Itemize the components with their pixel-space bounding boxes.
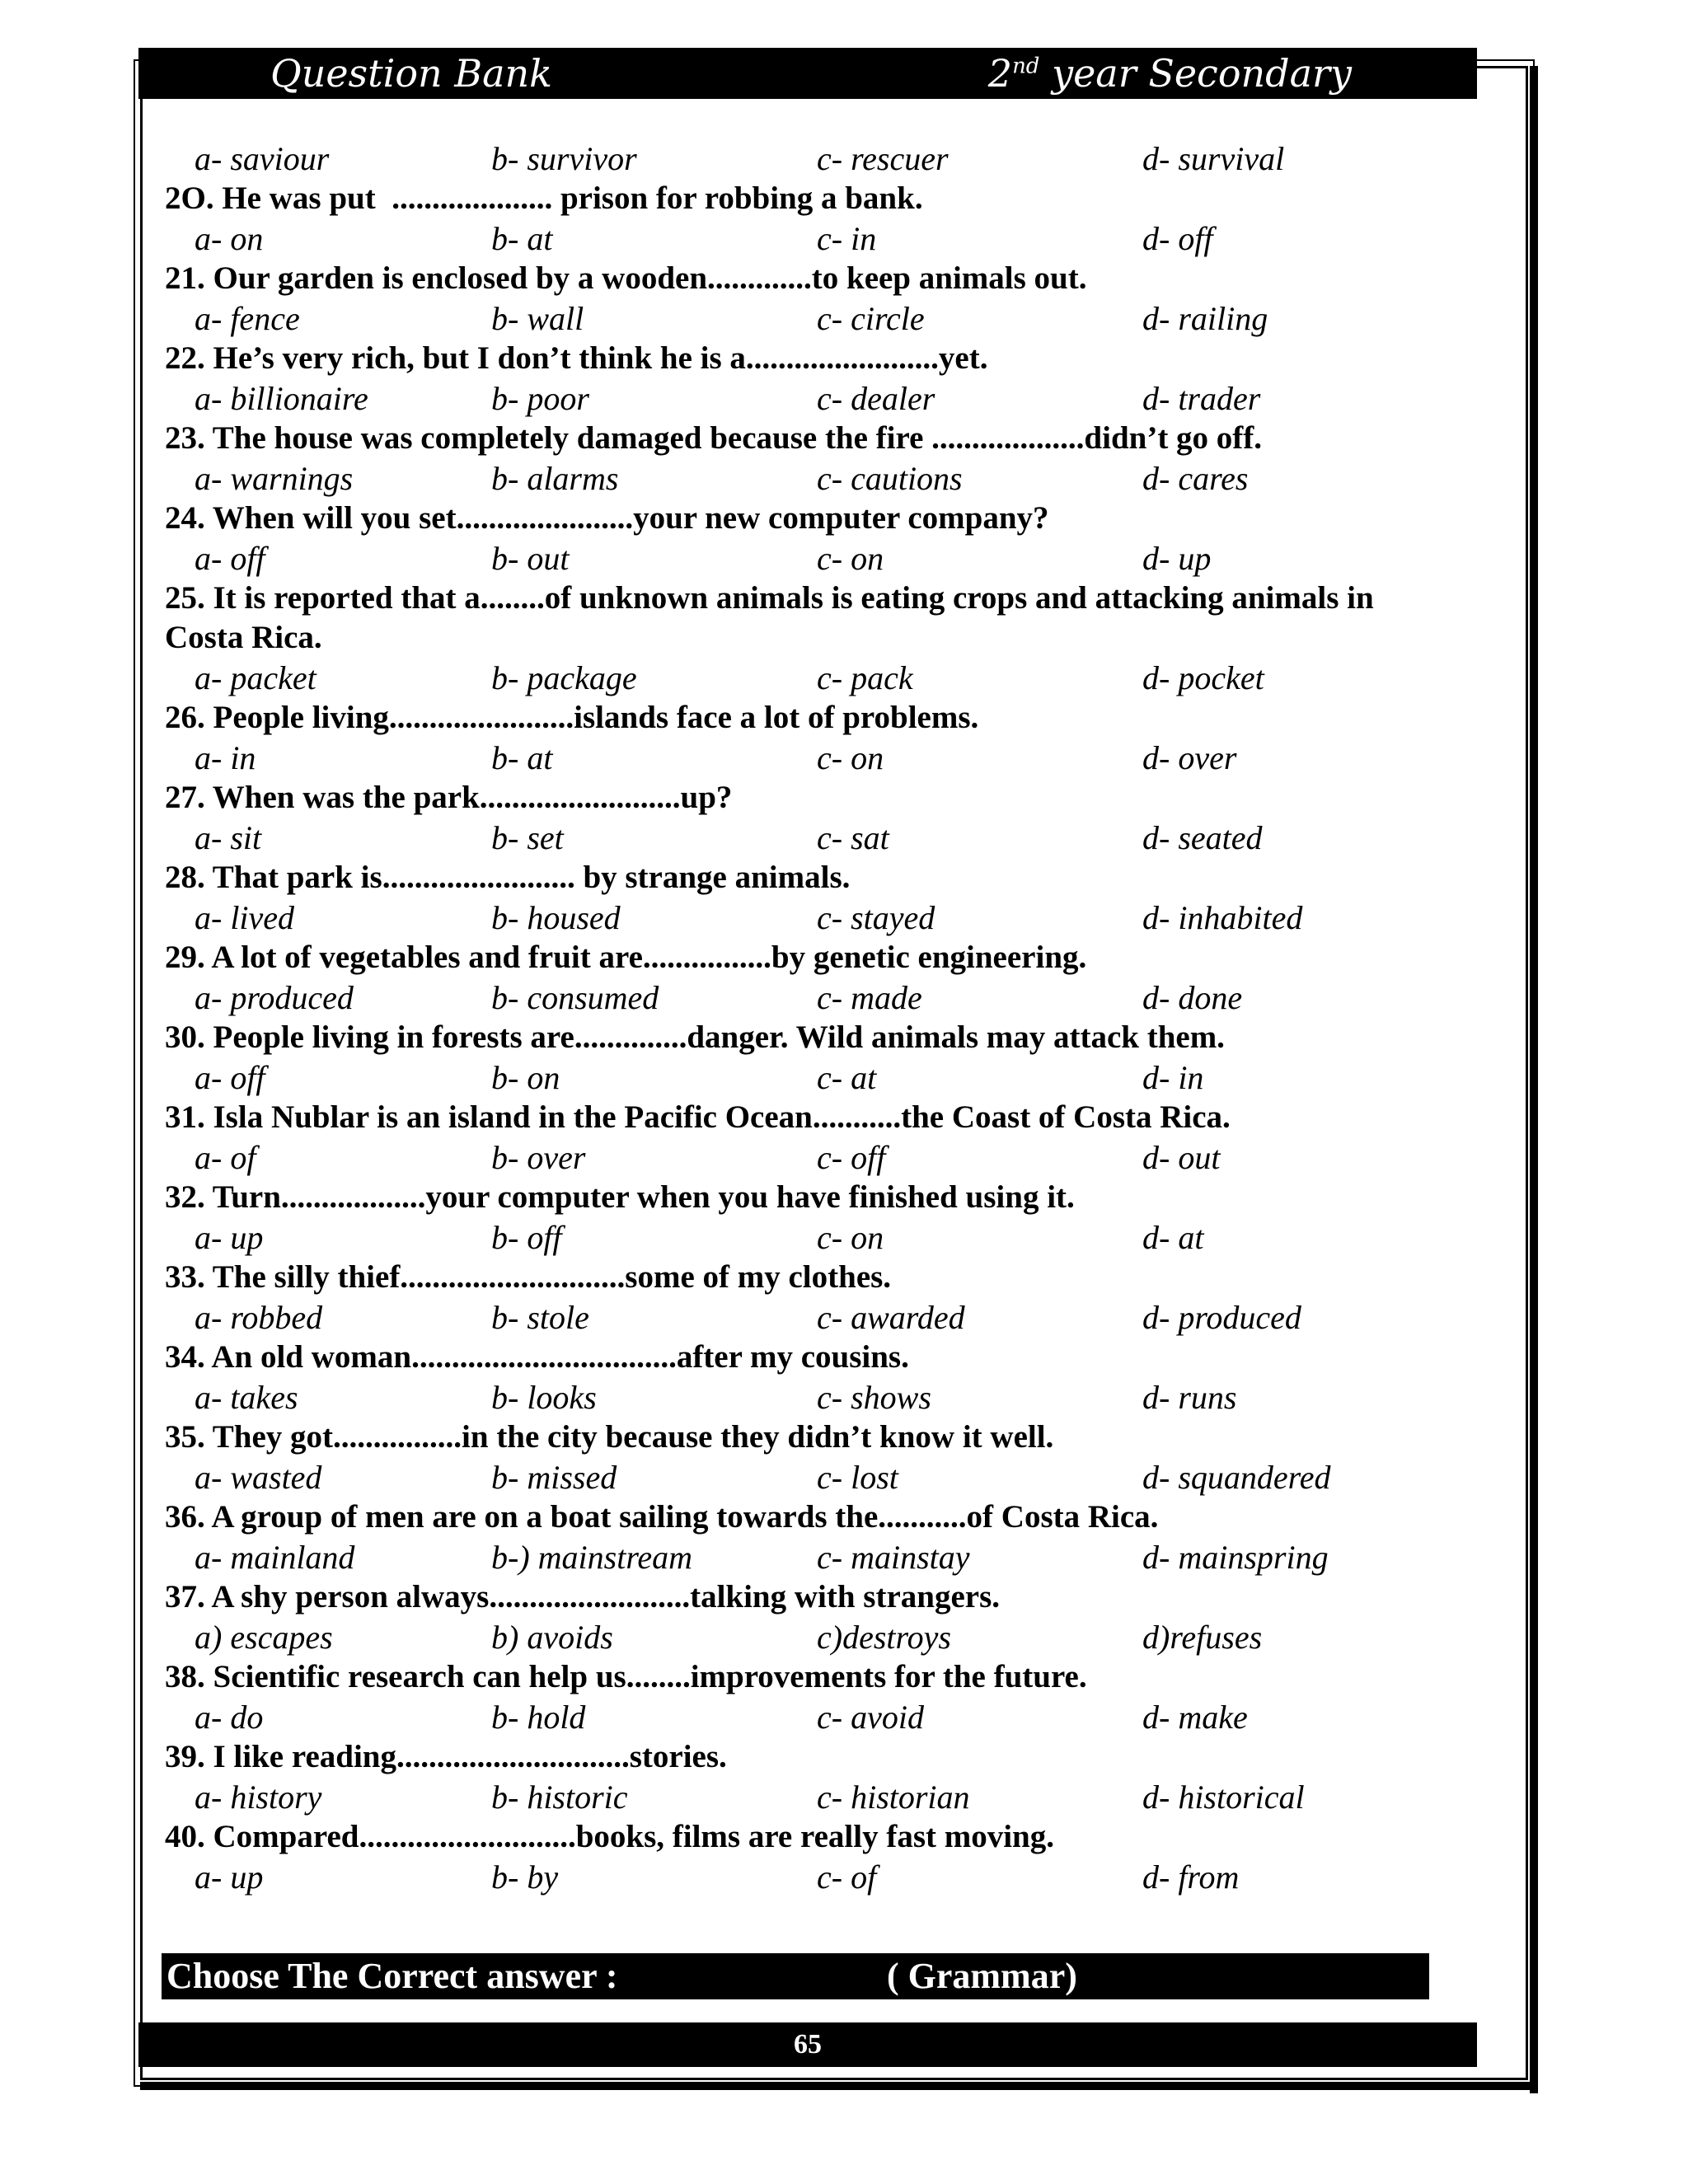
answer-option: a- sit <box>195 819 262 856</box>
question-item <box>162 1018 1447 1098</box>
answer-option: a- off <box>195 540 265 577</box>
answer-option: d- from <box>1142 1858 1240 1896</box>
header-grade-label: year Secondary <box>1039 51 1352 96</box>
question-item <box>162 1098 1447 1178</box>
answer-option: d- seated <box>1142 819 1263 856</box>
question-item <box>162 1737 1447 1817</box>
question-item <box>162 1497 1447 1577</box>
answer-option: d- pocket <box>1142 659 1264 696</box>
answer-option: d- runs <box>1142 1379 1237 1416</box>
answer-option: c- on <box>817 739 884 776</box>
answer-option: a- up <box>195 1858 264 1896</box>
answer-option: c- rescuer <box>817 140 949 177</box>
answer-option: b- at <box>491 739 553 776</box>
question-text: 37. A shy person always.........................talking with strangers. <box>165 1579 1001 1615</box>
answer-option: b- missed <box>491 1459 617 1496</box>
header-grade-number: 2 <box>987 51 1013 96</box>
question-text: 38. Scientific research can help us........improvements for the future. <box>165 1659 1087 1694</box>
answer-option: b- by <box>491 1858 559 1896</box>
question-item <box>162 1178 1447 1258</box>
question-list <box>162 138 1447 1897</box>
answer-option: c- circle <box>817 300 925 337</box>
question-text: 39. I like reading.............................stories. <box>165 1739 727 1774</box>
answer-option: b- consumed <box>491 979 659 1016</box>
question-item <box>162 419 1447 499</box>
question-text: 32. Turn..................your computer when you have finished using it. <box>165 1179 1075 1215</box>
options-row <box>162 1697 1447 1737</box>
answer-option: b- historic <box>491 1779 628 1816</box>
options-row <box>162 1217 1447 1258</box>
answer-option: b- looks <box>491 1379 597 1416</box>
options-row <box>162 1297 1447 1338</box>
answer-option: c- sat <box>817 819 889 856</box>
answer-option: a- history <box>195 1779 322 1816</box>
question-item <box>162 579 1447 698</box>
answer-option: a- packet <box>195 659 316 696</box>
options-row <box>162 378 1447 419</box>
answer-option: c- pack <box>817 659 913 696</box>
options-row <box>162 1857 1447 1897</box>
answer-option: b- out <box>491 540 570 577</box>
answer-option: c- of <box>817 1858 877 1896</box>
question-text: 29. A lot of vegetables and fruit are................by genetic engineering. <box>165 940 1087 975</box>
answer-option: c- stayed <box>817 899 935 936</box>
answer-option: b- hold <box>491 1699 586 1736</box>
section-heading-bar <box>162 1953 1429 1999</box>
answer-option: d- done <box>1142 979 1243 1016</box>
answer-option: b- alarms <box>491 460 619 497</box>
question-item <box>162 1258 1447 1338</box>
question-item <box>162 778 1447 858</box>
answer-option: d- make <box>1142 1699 1248 1736</box>
question-text: 25. It is reported that a........of unknown animals is eating crops and attacking animals in Costa Rica. <box>165 580 1382 655</box>
question-text: 36. A group of men are on a boat sailing towards the...........of Costa Rica. <box>165 1499 1159 1535</box>
answer-option: c- mainstay <box>817 1539 970 1576</box>
answer-option: b- set <box>491 819 564 856</box>
answer-option: d- squandered <box>1142 1459 1331 1496</box>
question-item <box>162 1418 1447 1497</box>
answer-option: d- off <box>1142 220 1213 257</box>
answer-option: a- in <box>195 739 256 776</box>
answer-option: c- awarded <box>817 1299 965 1336</box>
question-item <box>162 1657 1447 1737</box>
question-item <box>162 259 1447 339</box>
question-item <box>162 179 1447 259</box>
header-grade <box>988 51 1352 96</box>
answer-option: d- in <box>1142 1059 1204 1096</box>
answer-option: b- housed <box>491 899 621 936</box>
question-item <box>162 938 1447 1018</box>
answer-option: a- saviour <box>195 140 330 177</box>
options-row <box>162 977 1447 1018</box>
question-text: 21. Our garden is enclosed by a wooden.............to keep animals out. <box>165 260 1087 296</box>
options-row <box>162 1057 1447 1098</box>
question-text: 31. Isla Nublar is an island in the Pacific Ocean...........the Coast of Costa Rica. <box>165 1099 1231 1135</box>
question-item <box>162 339 1447 419</box>
footer-bar <box>138 2022 1477 2067</box>
answer-option: a- up <box>195 1219 264 1256</box>
answer-option: a- warnings <box>195 460 354 497</box>
question-item <box>162 698 1447 778</box>
answer-option: a- off <box>195 1059 265 1096</box>
question-text: 40. Compared...........................books, films are really fast moving. <box>165 1819 1054 1854</box>
options-row <box>162 298 1447 339</box>
answer-option: d- over <box>1142 739 1237 776</box>
answer-option: a- do <box>195 1699 264 1736</box>
answer-option: a- robbed <box>195 1299 323 1336</box>
answer-option: d- mainspring <box>1142 1539 1329 1576</box>
answer-option: d- out <box>1142 1139 1221 1176</box>
answer-option: c- cautions <box>817 460 963 497</box>
header-grade-suffix: nd <box>1012 54 1040 79</box>
answer-option: b-) mainstream <box>491 1539 693 1576</box>
answer-option: b- stole <box>491 1299 589 1336</box>
answer-option: d- cares <box>1142 460 1249 497</box>
answer-option: c- in <box>817 220 877 257</box>
question-item <box>162 858 1447 938</box>
question-text: 28. That park is........................ by strange animals. <box>165 860 851 895</box>
options-row <box>162 1777 1447 1817</box>
answer-option: a- on <box>195 220 264 257</box>
answer-option: c- historian <box>817 1779 970 1816</box>
header-bar <box>138 48 1477 99</box>
answer-option: c- on <box>817 540 884 577</box>
page-frame-shadow-bottom <box>140 2082 1538 2090</box>
answer-option: c- made <box>817 979 922 1016</box>
answer-option: b- survivor <box>491 140 637 177</box>
question-text: 34. An old woman.................................after my cousins. <box>165 1339 909 1375</box>
question-item <box>162 1577 1447 1657</box>
answer-option: c- at <box>817 1059 877 1096</box>
options-row <box>162 538 1447 579</box>
answer-option: d- survival <box>1142 140 1285 177</box>
options-row <box>162 738 1447 778</box>
options-row <box>162 818 1447 858</box>
question-item <box>162 138 1447 179</box>
answer-option: c)destroys <box>817 1619 951 1656</box>
question-text: 23. The house was completely damaged because the fire ...................didn’t go off. <box>165 420 1263 456</box>
question-item <box>162 499 1447 579</box>
options-row <box>162 1457 1447 1497</box>
answer-option: d- at <box>1142 1219 1204 1256</box>
answer-option: c- avoid <box>817 1699 924 1736</box>
options-row <box>162 1617 1447 1657</box>
answer-option: d- trader <box>1142 380 1261 417</box>
answer-option: a) escapes <box>195 1619 333 1656</box>
question-text: 35. They got................in the city because they didn’t know it well. <box>165 1419 1054 1455</box>
question-text: 30. People living in forests are..............danger. Wild animals may attack them. <box>165 1019 1225 1055</box>
page-number: 65 <box>794 2029 822 2060</box>
answer-option: c- dealer <box>817 380 935 417</box>
answer-option: b- at <box>491 220 553 257</box>
answer-option: b- off <box>491 1219 562 1256</box>
answer-option: d- produced <box>1142 1299 1301 1336</box>
answer-option: b- over <box>491 1139 586 1176</box>
answer-option: a- mainland <box>195 1539 355 1576</box>
question-text: 26. People living.......................islands face a lot of problems. <box>165 700 979 735</box>
answer-option: a- takes <box>195 1379 298 1416</box>
answer-option: b- wall <box>491 300 584 337</box>
options-row <box>162 658 1447 698</box>
options-row <box>162 1537 1447 1577</box>
section-heading: Choose The Correct answer : <box>166 1956 618 1996</box>
section-subject: ( Grammar) <box>887 1956 1077 1996</box>
header-title: Question Bank <box>270 51 553 96</box>
answer-option: b- poor <box>491 380 589 417</box>
answer-option: a- wasted <box>195 1459 322 1496</box>
options-row <box>162 218 1447 259</box>
answer-option: a- billionaire <box>195 380 368 417</box>
options-row <box>162 458 1447 499</box>
question-text: 27. When was the park.........................up? <box>165 780 733 815</box>
options-row <box>162 1137 1447 1178</box>
answer-option: d- up <box>1142 540 1212 577</box>
answer-option: d- inhabited <box>1142 899 1303 936</box>
options-row <box>162 138 1447 179</box>
question-text: 2O. He was put .................... prison for robbing a bank. <box>165 180 923 216</box>
answer-option: a- produced <box>195 979 354 1016</box>
answer-option: c- on <box>817 1219 884 1256</box>
answer-option: a- lived <box>195 899 295 936</box>
answer-option: a- fence <box>195 300 300 337</box>
answer-option: b- package <box>491 659 637 696</box>
options-row <box>162 1377 1447 1418</box>
question-item <box>162 1817 1447 1897</box>
answer-option: c- off <box>817 1139 886 1176</box>
answer-option: d- historical <box>1142 1779 1305 1816</box>
answer-option: b) avoids <box>491 1619 613 1656</box>
answer-option: b- on <box>491 1059 560 1096</box>
options-row <box>162 898 1447 938</box>
answer-option: c- lost <box>817 1459 898 1496</box>
answer-option: a- of <box>195 1139 256 1176</box>
question-text: 22. He’s very rich, but I don’t think he is a........................yet. <box>165 340 988 376</box>
question-text: 33. The silly thief............................some of my clothes. <box>165 1259 892 1295</box>
page-frame-shadow-right <box>1530 66 1538 2093</box>
answer-option: d- railing <box>1142 300 1268 337</box>
question-item <box>162 1338 1447 1418</box>
answer-option: d)refuses <box>1142 1619 1263 1656</box>
answer-option: c- shows <box>817 1379 931 1416</box>
question-text: 24. When will you set......................your new computer company? <box>165 500 1049 536</box>
